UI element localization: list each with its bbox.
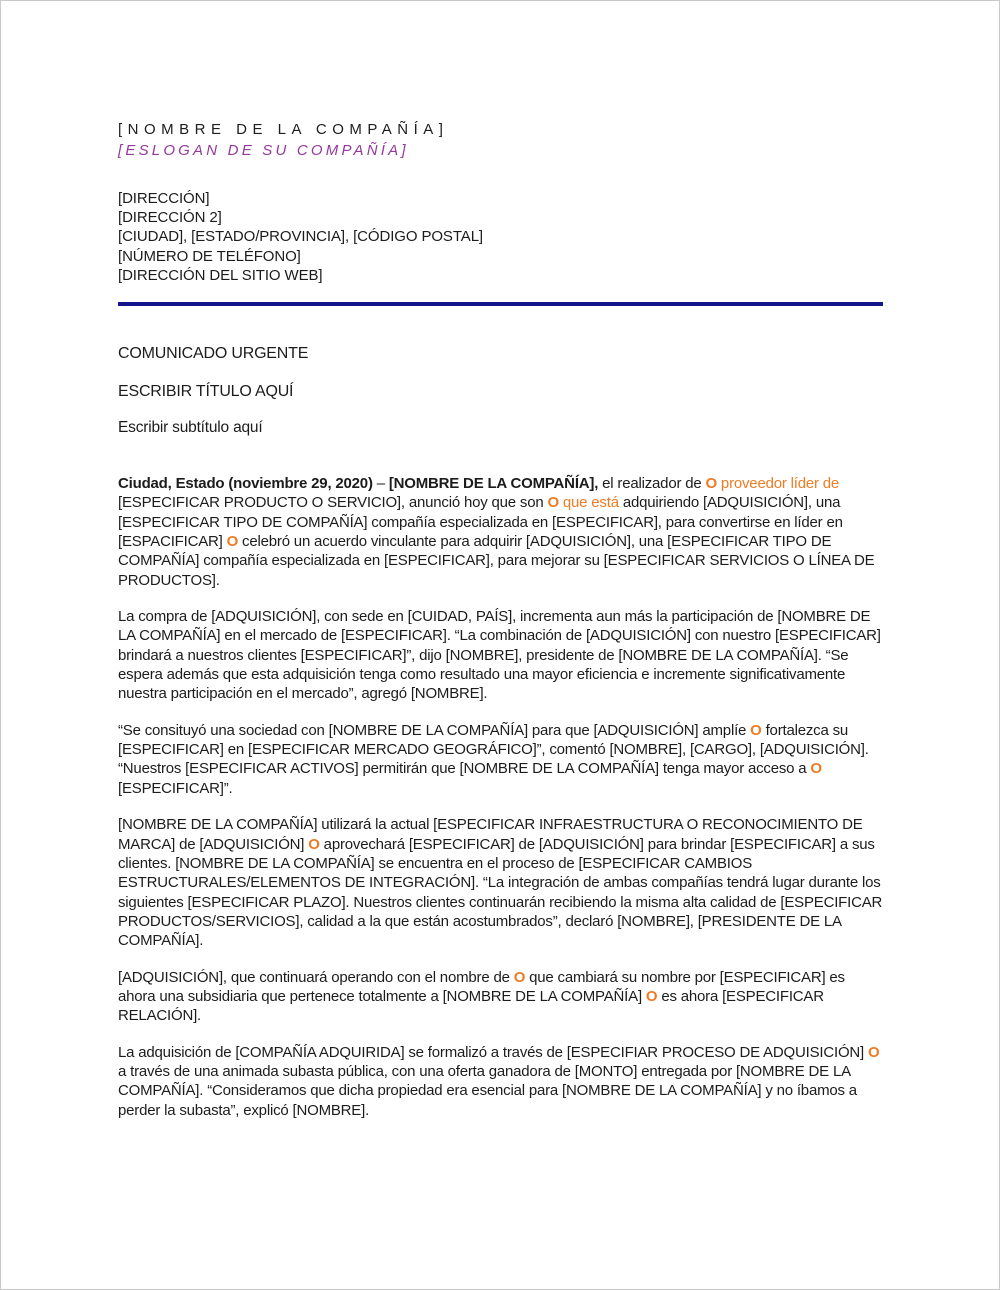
release-body — [118, 474, 883, 1120]
body-paragraph: La adquisición de [COMPAÑÍA ADQUIRIDA] se formalizó a través de [ESPECIFIAR PROCESO DE ADQUISICIÓN] O a través de una animada subasta pública, con una oferta ganadora de [MONTO] entregada por [NOMBRE DE LA COMPAÑÍA]. “Consideramos que dicha propiedad era esencial para [NOMBRE DE LA COMPAÑÍA] y no íbamos a perder la subasta”, explicó [NOMBRE]. — [118, 1043, 880, 1119]
body-paragraph: [NOMBRE DE LA COMPAÑÍA] utilizará la actual [ESPECIFICAR INFRAESTRUCTURA O RECONOCIMIENTO DE MARCA] de [ADQUISICIÓN] O aprovechará [ESPECIFICAR] de [ADQUISICIÓN] para brindar [ESPECIFICAR] a sus clientes. [NOMBRE DE LA COMPAÑÍA] se encuentra en el proceso de [ESPECIFICAR CAMBIOS ESTRUCTURALES/ELEMENTOS DE INTEGRACIÓN]. “La integración de ambas compañías tendrá lugar durante los siguientes [ESPECIFICAR PLAZO]. Nuestros clientes continuarán recibiendo la misma alta calidad de [ESPECIFICAR PRODUCTOS/SERVICIOS], calidad a la que están acostumbrados”, declaró [NOMBRE], [PRESIDENTE DE LA COMPAÑÍA]. — [118, 816, 883, 950]
body-paragraph: [ADQUISICIÓN], que continuará operando con el nombre de O que cambiará su nombre por [ESPECIFICAR] es ahora una subsidiaria que pertenece totalmente a [NOMBRE DE LA COMPAÑÍA] O es ahora [ESPECIFICAR RELACIÓN]. — [118, 968, 845, 1025]
release-title: ESCRIBIR TÍTULO AQUÍ — [118, 383, 294, 401]
letterhead-divider — [118, 302, 883, 306]
body-paragraph: Ciudad, Estado (noviembre 29, 2020) – [NOMBRE DE LA COMPAÑÍA], el realizador de O proveedor líder de [ESPECIFICAR PRODUCTO O SERVICIO], anunció hoy que son O que está adquiriendo [ADQUISICIÓN], una [ESPECIFICAR TIPO DE COMPAÑÍA] compañía especializada en [ESPECIFICAR], para convertirse en líder en [ESPACIFICAR] O celebró un acuerdo vinculante para adquirir [ADQUISICIÓN], una [ESPECIFICAR TIPO DE COMPAÑÍA] compañía especializada en [ESPECIFICAR], para mejorar su [ESPECIFICAR SERVICIOS O LÍNEA DE PRODUCTOS]. — [118, 475, 875, 589]
address-line: [DIRECCIÓN] — [118, 190, 210, 207]
address-line: [NÚMERO DE TELÉFONO] — [118, 247, 301, 265]
company-name: [NOMBRE DE LA COMPAÑÍA] — [118, 121, 449, 138]
company-slogan: [ESLOGAN DE SU COMPAÑÍA] — [118, 142, 409, 159]
address-line: [DIRECCIÓN DEL SITIO WEB] — [118, 266, 323, 284]
letterhead — [118, 119, 883, 306]
address-block — [118, 189, 883, 285]
address-line: [CIUDAD], [ESTADO/PROVINCIA], [CÓDIGO POSTAL] — [118, 228, 483, 246]
body-paragraph: “Se consituyó una sociedad con [NOMBRE DE LA COMPAÑÍA] para que [ADQUISICIÓN] amplíe O fortalezca su [ESPECIFICAR] en [ESPECIFICAR MERCADO GEOGRÁFICO]”, comentó [NOMBRE], [CARGO], [ADQUISICIÓN]. “Nuestros [ESPECIFICAR ACTIVOS] permitirán que [NOMBRE DE LA COMPAÑÍA] tenga mayor acceso a O [ESPECIFICAR]”. — [118, 721, 869, 797]
release-kicker: COMUNICADO URGENTE — [118, 345, 309, 363]
release-subtitle: Escribir subtítulo aquí — [118, 419, 263, 437]
address-line: [DIRECCIÓN 2] — [118, 209, 222, 227]
body-paragraph: La compra de [ADQUISICIÓN], con sede en [CUIDAD, PAÍS], incrementa aun más la participación de [NOMBRE DE LA COMPAÑÍA] en el mercado de [ESPECIFICAR]. “La combinación de [ADQUISICIÓN] con nuestro [ESPECIFICAR] brindará a nuestros clientes [ESPECIFICAR]”, dijo [NOMBRE], presidente de [NOMBRE DE LA COMPAÑÍA]. “Se espera además que esta adquisición tenga como resultado una mayor eficiencia e incremente significativamente nuestra participación en el mercado”, agregó [NOMBRE]. — [118, 608, 881, 703]
